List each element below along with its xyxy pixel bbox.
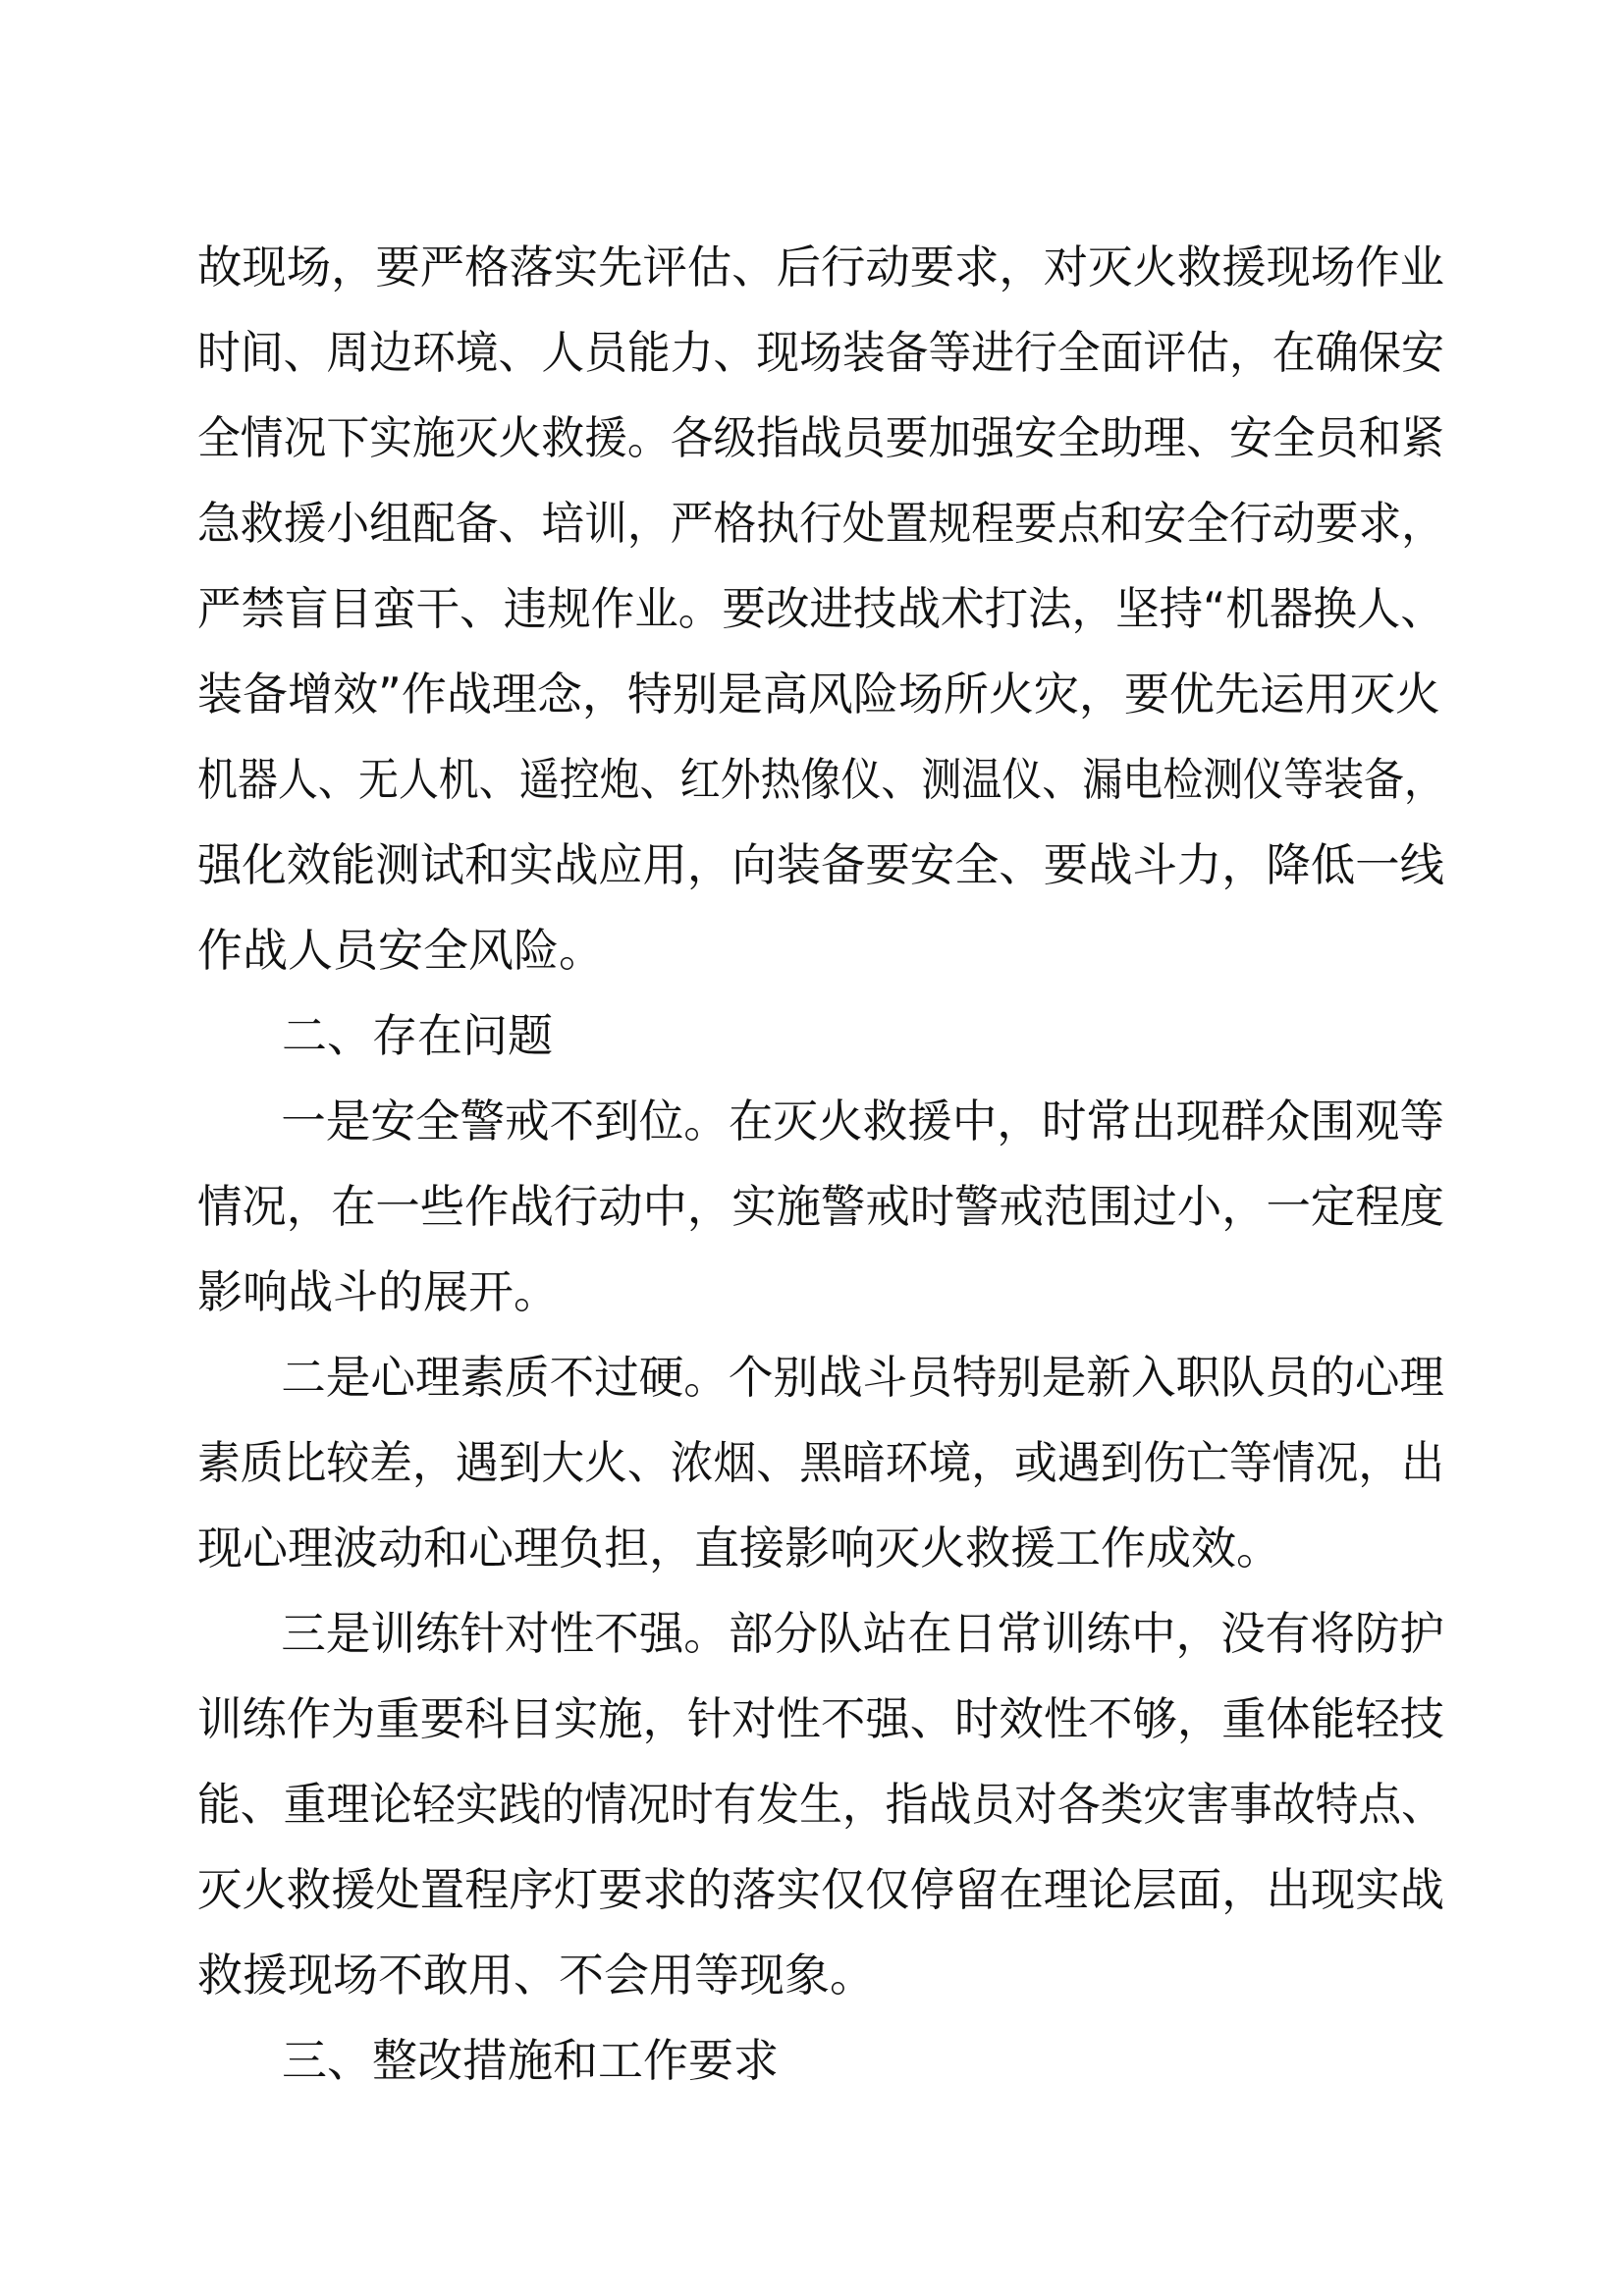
text-line: 救援现场不敢用、不会用等现象。 <box>197 1949 875 2002</box>
text-line: 素质比较差，遇到大火、浓烟、黑暗环境，或遇到伤亡等情况，出 <box>197 1436 1444 1489</box>
text-line: 作战人员安全风险。 <box>197 924 604 977</box>
text-line: 灭火救援处置程序灯要求的落实仅仅停留在理论层面，出现实战 <box>197 1863 1444 1916</box>
text-line: 全情况下实施灭火救援。各级指战员要加强安全助理、安全员和紧 <box>197 411 1444 464</box>
text-line: 现心理波动和心理负担，直接影响灭火救援工作成效。 <box>197 1522 1281 1575</box>
section-heading: 二、存在问题 <box>282 1009 553 1062</box>
document-body <box>197 225 1444 2104</box>
text-line: 影响战斗的展开。 <box>197 1265 559 1318</box>
text-line: 能、重理论轻实践的情况时有发生，指战员对各类灾害事故特点、 <box>197 1778 1444 1831</box>
text-line: 训练作为重要科目实施，针对性不强、时效性不够，重体能轻技 <box>197 1692 1444 1745</box>
text-line: 装备增效”作战理念，特别是高风险场所火灾，要优先运用灭火 <box>197 667 1440 721</box>
text-line: 急救援小组配备、培训，严格执行处置规程要点和安全行动要求， <box>197 497 1444 550</box>
paragraph-start: 一是安全警戒不到位。在灭火救援中，时常出现群众围观等 <box>281 1095 1444 1148</box>
paragraph-start: 二是心理素质不过硬。个别战斗员特别是新入职队员的心理 <box>281 1351 1444 1404</box>
text-line: 强化效能测试和实战应用，向装备要安全、要战斗力，降低一线 <box>197 838 1444 891</box>
section-heading: 三、整改措施和工作要求 <box>282 2034 779 2087</box>
text-line: 机器人、无人机、遥控炮、红外热像仪、测温仪、漏电检测仪等装备， <box>197 753 1444 806</box>
text-line: 时间、周边环境、人员能力、现场装备等进行全面评估，在确保安 <box>197 326 1444 379</box>
text-line: 故现场，要严格落实先评估、后行动要求，对灭火救援现场作业 <box>197 240 1444 294</box>
text-line: 严禁盲目蛮干、违规作业。要改进技战术打法，坚持“机器换人、 <box>197 582 1444 635</box>
text-line: 情况，在一些作战行动中，实施警戒时警戒范围过小，一定程度 <box>197 1180 1444 1233</box>
paragraph-start: 三是训练针对性不强。部分队站在日常训练中，没有将防护 <box>281 1607 1444 1660</box>
